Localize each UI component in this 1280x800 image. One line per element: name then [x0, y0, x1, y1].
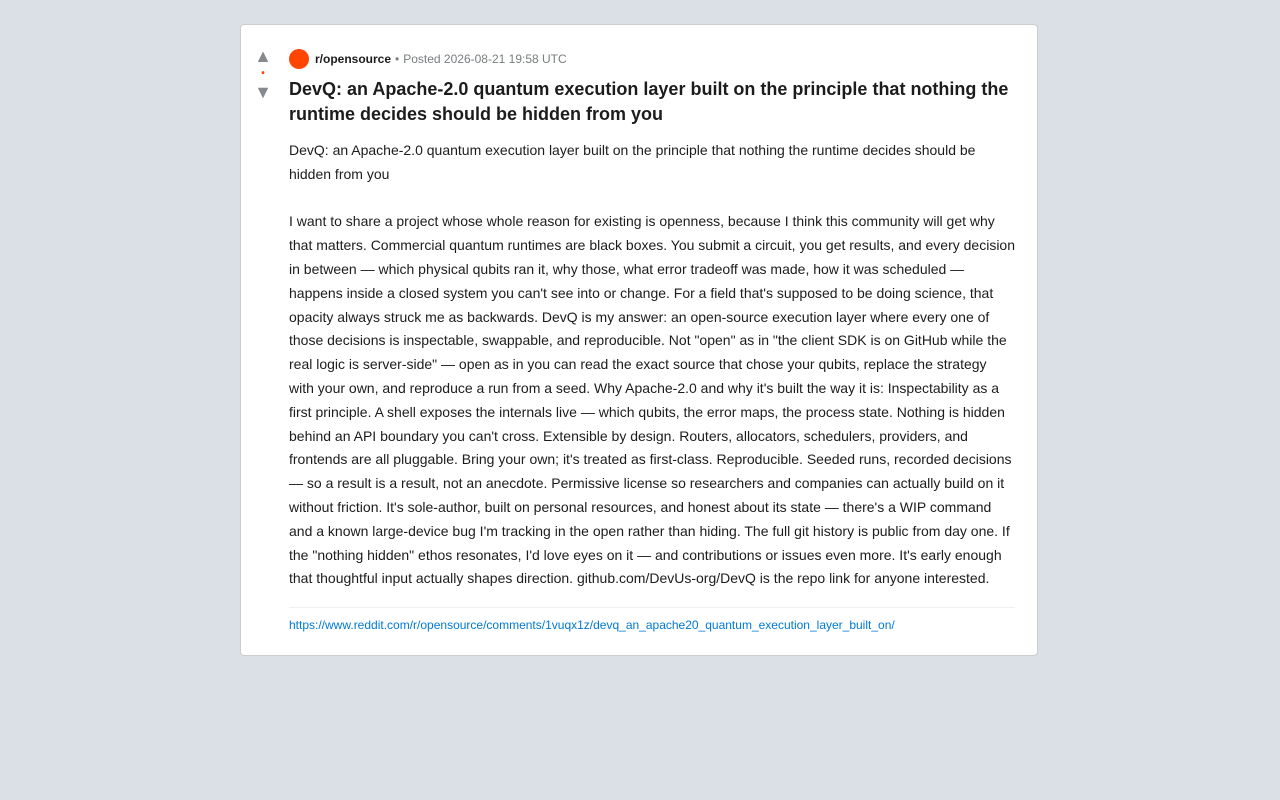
- divider: [289, 607, 1015, 608]
- post-body: [289, 139, 1015, 591]
- upvote-arrow-icon[interactable]: ▲: [254, 46, 272, 66]
- post-content: [289, 49, 1015, 633]
- post-meta: [289, 49, 1015, 69]
- subreddit-avatar-icon[interactable]: [289, 49, 309, 69]
- post-body-paragraph: I want to share a project whose whole reason for existing is openness, because I think this community will get why that matters. Commercial quantum runtimes are black boxes. You submit a circuit, you get results, and every decision in between — which physical qubits ran it, why those, what error tradeoff was made, how it was scheduled — happens inside a closed system you can't see into or change. For a field that's supposed to be doing science, that opacity always struck me as backwards. DevQ is my answer: an open-source execution layer where every one of those decisions is inspectable, swappable, and reproducible. Not "open" as in "the client SDK is on GitHub while the real logic is server-side" — open as in you can read the exact source that chose your qubits, replace the strategy with your own, and reproduce a run from a seed. Why Apache-2.0 and why it's built the way it is: Inspectability as a first principle. A shell exposes the internals live — which qubits, the error maps, the process state. Nothing is hidden behind an API boundary you can't cross. Extensible by design. Routers, allocators, schedulers, providers, and frontends are all pluggable. Bring your own; it's treated as first-class. Reproducible. Seeded runs, recorded decisions — so a result is a result, not an anecdote. Permissive license so researchers and companies can actually build on it without friction. It's sole-author, built on personal resources, and honest about its state — there's a WIP command and a known large-device bug I'm tracking in the open rather than hiding. The full git history is public from day one. If the "nothing hidden" ethos resonates, I'd love eyes on it — and contributions or issues even more. It's early enough that thoughtful input actually shapes direction. github.com/DevUs-org/DevQ is the repo link for anyone interested.: [289, 213, 1016, 587]
- meta-separator: •: [395, 52, 400, 66]
- vote-score: •: [261, 68, 265, 79]
- post-card: [240, 24, 1038, 656]
- vote-column: [241, 47, 285, 101]
- permalink-link[interactable]: https://www.reddit.com/r/opensource/comments/1vuqx1z/devq_an_apache20_quantum_execution_layer_built_on/: [289, 618, 895, 633]
- post-title[interactable]: DevQ: an Apache-2.0 quantum execution layer built on the principle that nothing the runtime decides should be hidden from you: [289, 79, 1009, 124]
- post-body-paragraph: DevQ: an Apache-2.0 quantum execution layer built on the principle that nothing the runtime decides should be hidden from you: [289, 142, 976, 182]
- posted-timestamp: Posted 2026-08-21 19:58 UTC: [403, 52, 567, 66]
- downvote-arrow-icon[interactable]: ▼: [254, 82, 272, 102]
- subreddit-link[interactable]: r/opensource: [315, 52, 392, 66]
